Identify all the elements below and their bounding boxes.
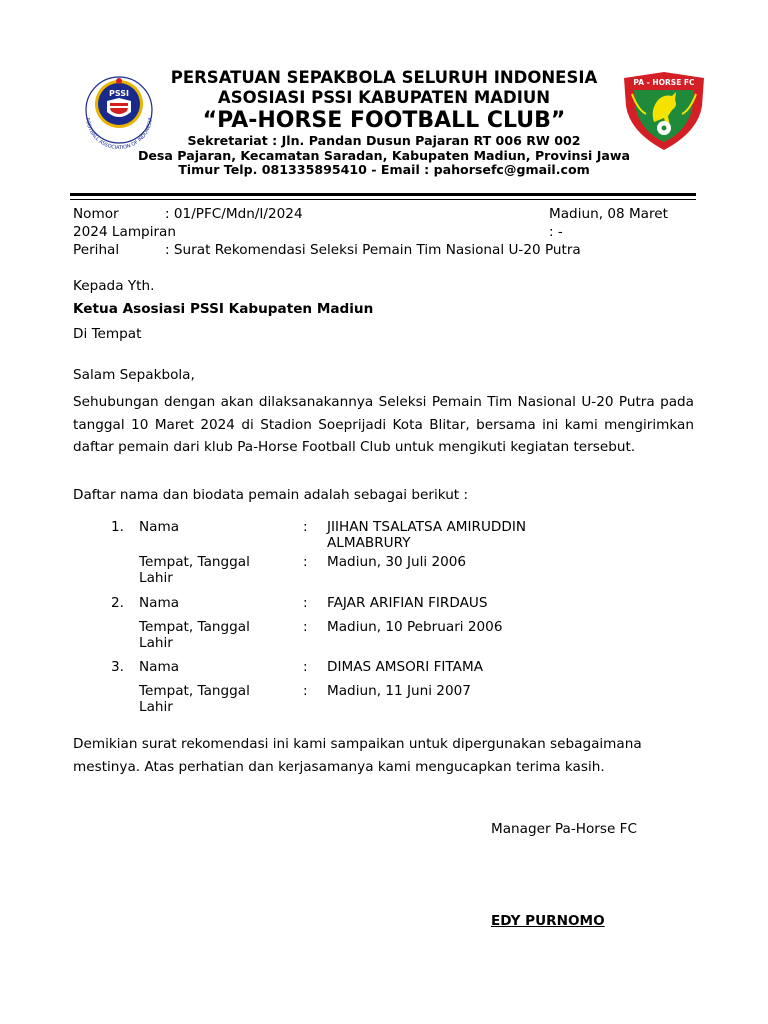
- player-birth: Madiun, 11 Juni 2007: [327, 683, 471, 699]
- colon: :: [303, 519, 308, 535]
- year-lampiran-label: 2024 Lampiran: [73, 224, 177, 240]
- address-line3: Timur Telp. 081335895410 - Email : pahorsefc@gmail.com: [178, 162, 590, 177]
- letterhead-address: [120, 134, 648, 178]
- perihal-value: : Surat Rekomendasi Seleksi Pemain Tim Nasional U-20 Putra: [165, 242, 581, 258]
- svg-text:FOOTBALL ASSOCIATION OF INDONE: FOOTBALL ASSOCIATION OF INDONESIA: [84, 117, 155, 152]
- player-birth-label: Tempat, Tanggal Lahir: [139, 554, 250, 586]
- colon: :: [303, 595, 308, 611]
- player-number: 2.: [111, 595, 124, 611]
- svg-text:PA - HORSE FC: PA - HORSE FC: [633, 78, 695, 87]
- player-birth-label: Tempat, Tanggal Lahir: [139, 619, 250, 651]
- player-name-label: Nama: [139, 519, 180, 535]
- nomor-label: Nomor: [73, 206, 119, 222]
- player-birth: Madiun, 30 Juli 2006: [327, 554, 467, 570]
- perihal-label: Perihal: [73, 242, 120, 258]
- recipient-name: Ketua Asosiasi PSSI Kabupaten Madiun: [73, 301, 374, 317]
- signature-name: EDY PURNOMO: [491, 913, 605, 929]
- letterhead-divider-thin: [70, 199, 696, 200]
- signature-title: Manager Pa-Horse FC: [491, 821, 637, 837]
- player-birth-label: Tempat, Tanggal Lahir: [139, 683, 250, 715]
- player-name: JIIHAN TSALATSA AMIRUDDIN ALMABRURY: [327, 519, 527, 551]
- club-name: “PA-HORSE FOOTBALL CLUB”: [202, 108, 566, 133]
- nomor-value: : 01/PFC/Mdn/I/2024: [165, 206, 303, 222]
- player-number: 3.: [111, 659, 124, 675]
- letterhead-line1: PERSATUAN SEPAKBOLA SELURUH INDONESIA: [170, 68, 598, 87]
- list-intro: Daftar nama dan biodata pemain adalah sebagai berikut :: [73, 487, 469, 503]
- player-name: FAJAR ARIFIAN FIRDAUS: [327, 595, 488, 611]
- colon: :: [303, 554, 308, 570]
- letterhead-divider-thick: [70, 193, 696, 196]
- recipient-place: Di Tempat: [73, 326, 142, 342]
- player-birth: Madiun, 10 Pebruari 2006: [327, 619, 503, 635]
- address-line2: Desa Pajaran, Kecamatan Saradan, Kabupaten Madiun, Provinsi Jawa: [137, 147, 631, 163]
- greeting: Salam Sepakbola,: [73, 367, 195, 383]
- colon: :: [303, 659, 308, 675]
- address-line1: Sekretariat : Jln. Pandan Dusun Pajaran RT 006 RW 002: [187, 133, 581, 148]
- player-name-label: Nama: [139, 595, 180, 611]
- svg-text:PSSI: PSSI: [108, 89, 130, 98]
- lampiran-value: : -: [549, 224, 563, 240]
- letterhead-line2: ASOSIASI PSSI KABUPATEN MADIUN: [217, 88, 551, 107]
- player-name-label: Nama: [139, 659, 180, 675]
- colon: :: [303, 619, 308, 635]
- player-name: DIMAS AMSORI FITAMA: [327, 659, 483, 675]
- closing-paragraph: Demikian surat rekomendasi ini kami sampaikan untuk dipergunakan sebagaimana mestinya. Atas perhatian dan kerjasamanya kami mengucapkan terima kasih.: [73, 736, 642, 775]
- recipient-to: Kepada Yth.: [73, 278, 155, 294]
- colon: :: [303, 683, 308, 699]
- body-paragraph: Sehubungan dengan akan dilaksanakannya Seleksi Pemain Tim Nasional U-20 Putra pada tanggal 10 Maret 2024 di Stadion Soeprijadi Kota Blitar, bersama ini kami mengirimkan daftar pemain dari klub Pa-Horse Football Club untuk mengikuti kegiatan tersebut.: [73, 394, 694, 455]
- player-number: 1.: [111, 519, 124, 535]
- place-date: Madiun, 08 Maret: [549, 206, 668, 222]
